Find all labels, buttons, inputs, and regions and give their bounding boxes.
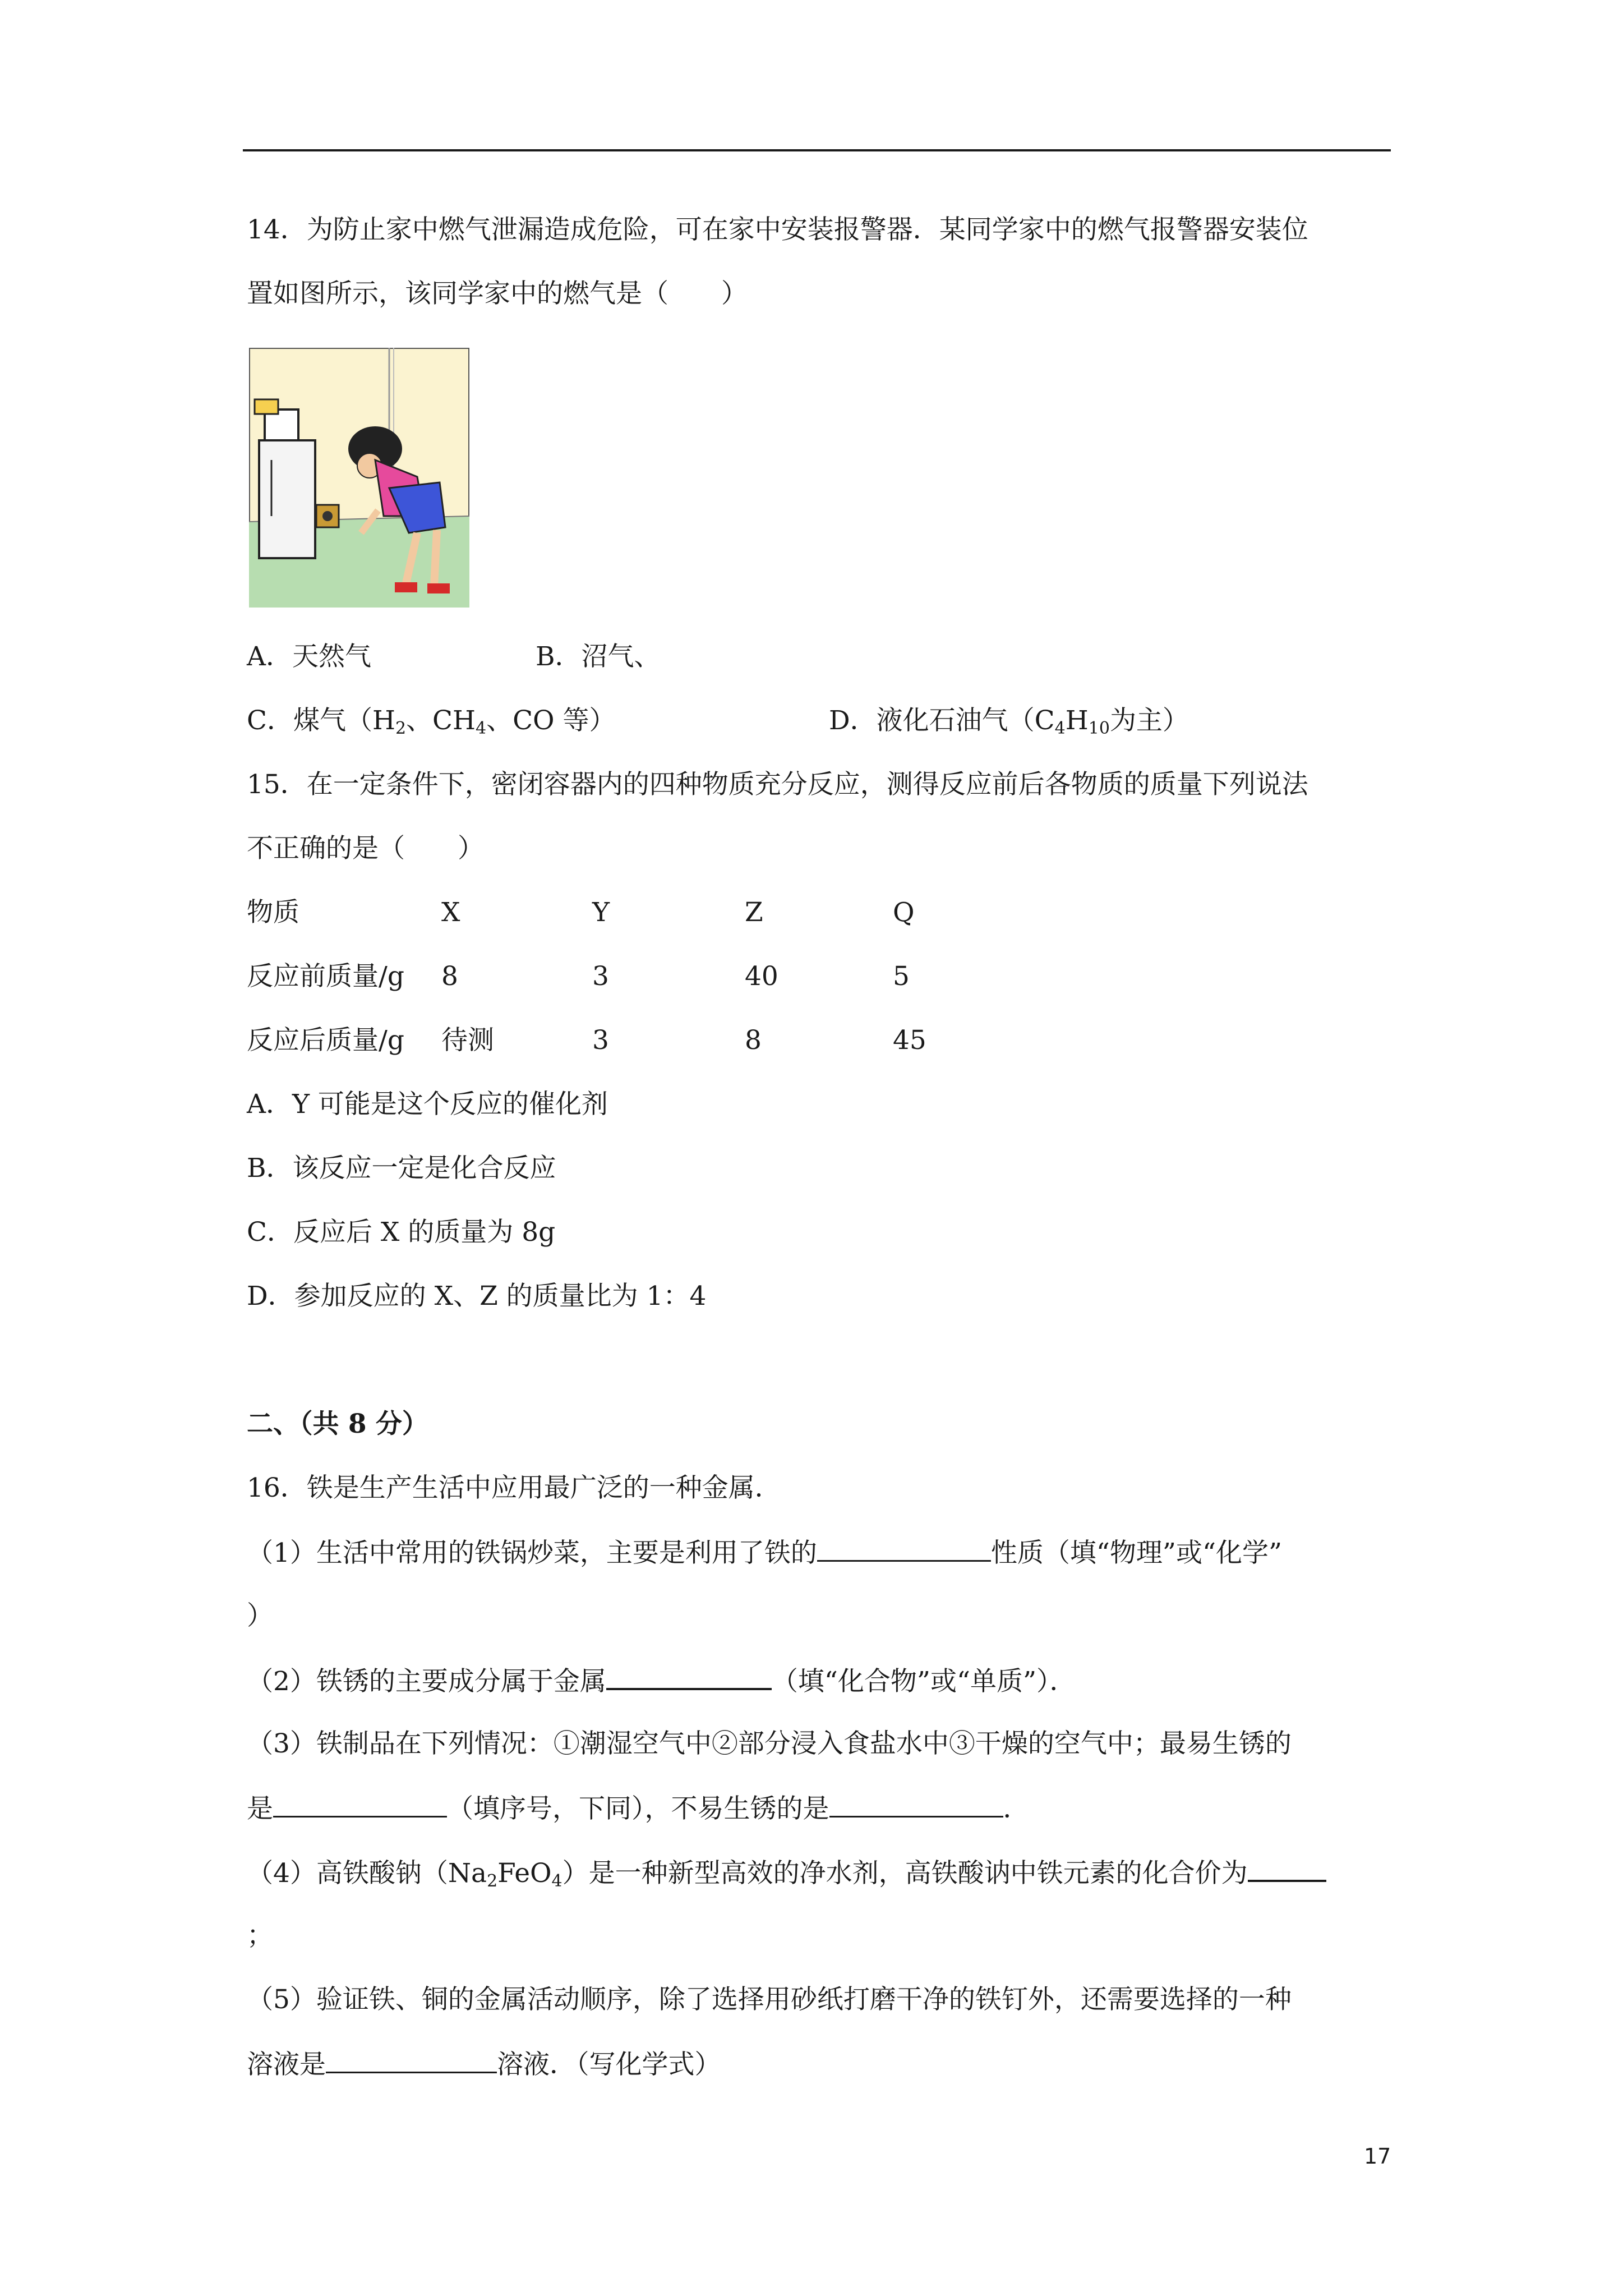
answer-blank[interactable]: [326, 2047, 497, 2073]
table-header-cell: 物质: [247, 897, 299, 928]
table-cell: 3: [592, 961, 609, 992]
answer-blank[interactable]: [817, 1535, 991, 1562]
answer-blank[interactable]: [273, 1791, 447, 1818]
table-cell: 反应后质量/g: [247, 1025, 404, 1056]
section-title: 二、（共 8 分）: [247, 1409, 428, 1439]
q15-stem-line1: 15．在一定条件下，密闭容器内的四种物质充分反应，测得反应前后各物质的质量下列说法: [247, 769, 1308, 800]
q16-part1: （1）生活中常用的铁锅炒菜，主要是利用了铁的 性质（填“物理”或“化学”: [247, 1535, 1282, 1570]
q15-option-a: A．Y 可能是这个反应的催化剂: [247, 1089, 608, 1120]
table-cell: 待测: [441, 1025, 494, 1056]
table-header-cell: Q: [893, 897, 915, 928]
answer-blank[interactable]: [1248, 1855, 1326, 1882]
q15-stem-line2: 不正确的是（ ）: [247, 833, 484, 864]
q14-stem-line2: 置如图所示，该同学家中的燃气是（ ）: [247, 278, 748, 309]
table-header-cell: X: [441, 897, 460, 928]
q14-option-a: A．天然气: [247, 641, 371, 672]
answer-blank[interactable]: [829, 1791, 1003, 1818]
table-cell: 3: [592, 1025, 609, 1056]
q16-part3-line1: （3）铁制品在下列情况：①潮湿空气中②部分浸入食盐水中③干燥的空气中；最易生锈的: [247, 1728, 1292, 1759]
table-header-cell: Y: [592, 897, 610, 928]
gas-alarm-illustration: [249, 348, 469, 608]
q16-part1-cont: ）: [247, 1600, 273, 1631]
table-cell: 45: [893, 1025, 926, 1056]
header-rule: [243, 149, 1391, 151]
q16-part4: （4）高铁酸钠$(Na_2FeO_4)$是一种新型高效的净水剂，高铁酸讷中铁元素的化合价为: [247, 1855, 1326, 1890]
q14-option-d: D．液化石油气（$C_4H_{10}$为主）: [829, 705, 1189, 738]
answer-blank[interactable]: [606, 1663, 772, 1690]
q14-option-c: C．煤气（$H_2$、$CH_4$、CO 等）: [247, 705, 616, 738]
q16-part5-line2: 溶液是 溶液．（写化学式）: [247, 2047, 721, 2082]
q15-option-c: C．反应后 X 的质量为 8g: [247, 1217, 556, 1248]
q15-option-d: D．参加反应的 X、Z 的质量比为 1：4: [247, 1281, 707, 1312]
table-cell: 5: [893, 961, 910, 992]
table-header-cell: Z: [745, 897, 763, 928]
q15-option-b: B．该反应一定是化合反应: [247, 1153, 556, 1184]
q16-part2: （2）铁锈的主要成分属于金属 （填“化合物”或“单质”）．: [247, 1663, 1076, 1699]
table-cell: 40: [745, 961, 778, 992]
table-cell: 反应前质量/g: [247, 961, 404, 992]
page-number: 17: [1364, 2144, 1391, 2169]
q14-option-b: B．沼气、: [536, 641, 661, 672]
table-cell: 8: [441, 961, 458, 992]
table-cell: 8: [745, 1025, 762, 1056]
q16-part3-line2: 是 （填序号，下同），不易生锈的是 ．: [247, 1791, 1030, 1826]
q14-stem-line1: 14．为防止家中燃气泄漏造成危险，可在家中安装报警器．某同学家中的燃气报警器安装位: [247, 214, 1308, 245]
q16-intro: 16．铁是生产生活中应用最广泛的一种金属．: [247, 1473, 781, 1503]
q16-part5-line1: （5）验证铁、铜的金属活动顺序，除了选择用砂纸打磨干净的铁钉外，还需要选择的一种: [247, 1984, 1292, 2015]
q16-part4-cont: ；: [247, 1920, 273, 1951]
